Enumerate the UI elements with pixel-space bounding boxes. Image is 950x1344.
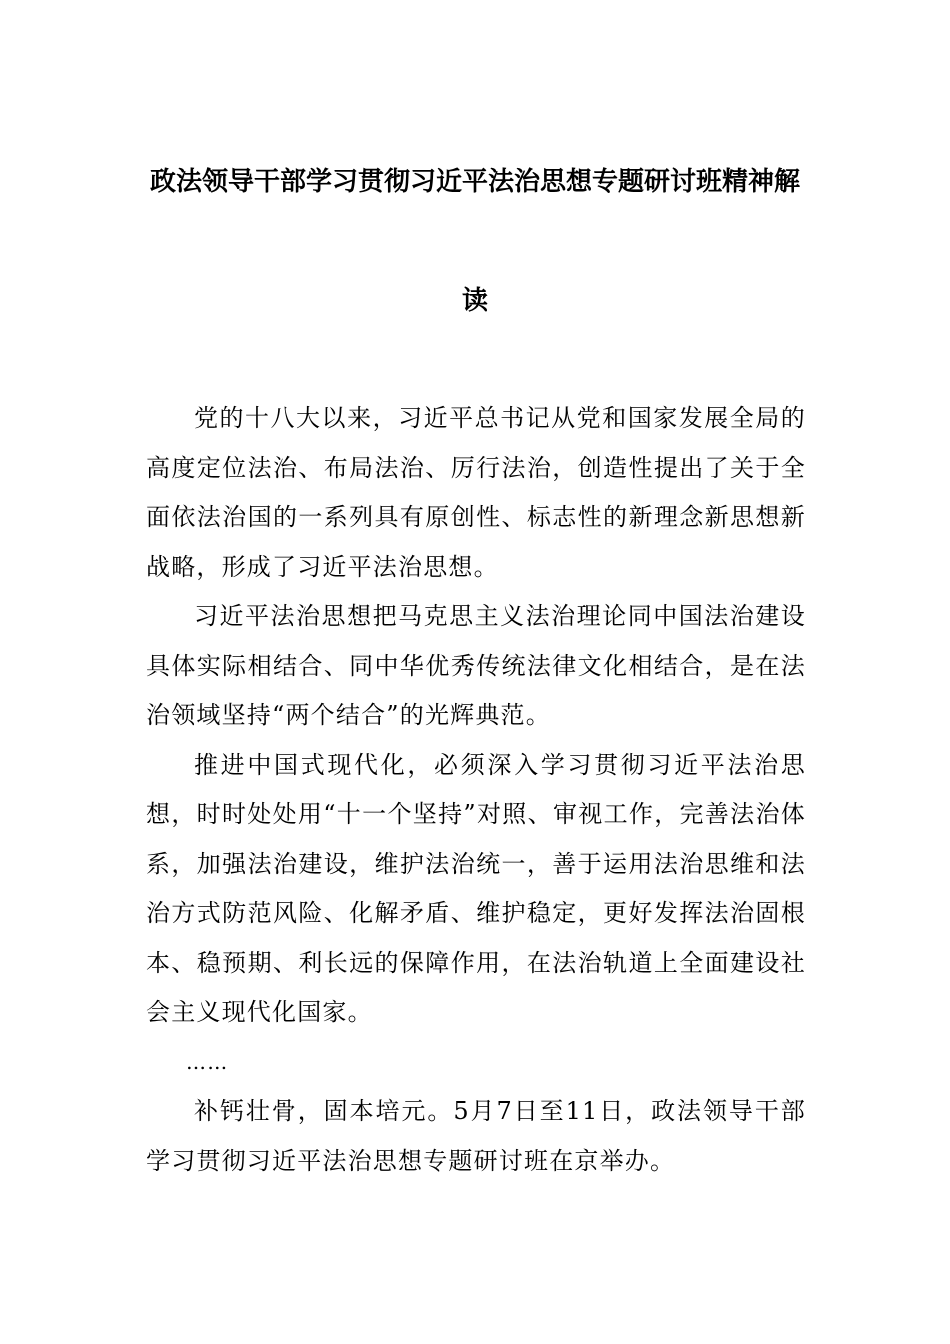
body-paragraph-1: 党的十八大以来，习近平总书记从党和国家发展全局的高度定位法治、布局法治、厉行法治，创造性提出了关于全面依法治国的一系列具有原创性、标志性的新理念新思想新战略，形成了习近平法治思想。 xyxy=(146,404,806,581)
body-paragraph-2: 习近平法治思想把马克思主义法治理论同中国法治建设具体实际相结合、同中华优秀传统法律文化相结合，是在法治领域坚持“两个结合”的光辉典范。 xyxy=(146,602,806,729)
body-paragraph-3: 推进中国式现代化，必须深入学习贯彻习近平法治思想，时时处处用“十一个坚持”对照、审视工作，完善法治体系，加强法治建设，维护法治统一，善于运用法治思维和法治方式防范风险、化解矛盾、维护稳定，更好发挥法治固根本、稳预期、利长远的保障作用，在法治轨道上全面建设社会主义现代化国家。 xyxy=(146,750,806,1026)
ellipsis-separator: …… xyxy=(186,1049,229,1074)
document-body xyxy=(146,394,806,1186)
document-title-line-1: 政法领导干部学习贯彻习近平法治思想专题研讨班精神解 xyxy=(149,167,800,197)
body-paragraph-4: 补钙壮骨，固本培元。5月7日至11日，政法领导干部学习贯彻习近平法治思想专题研讨班在京举办。 xyxy=(146,1097,806,1175)
document-title-line-2: 读 xyxy=(461,286,488,316)
